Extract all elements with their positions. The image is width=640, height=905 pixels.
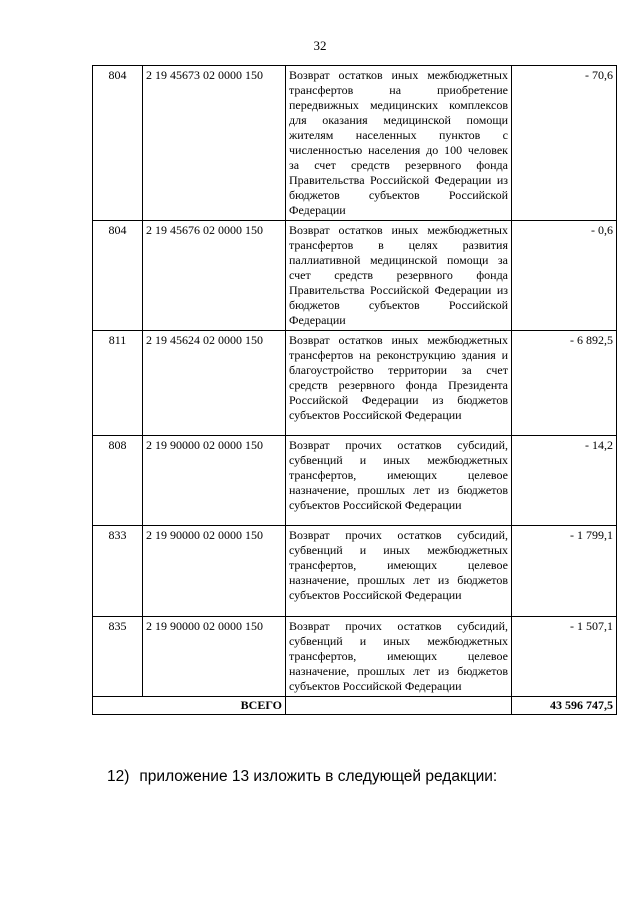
classification-code-cell: 2 19 90000 02 0000 150 <box>143 617 286 697</box>
amount-cell: - 70,6 <box>512 66 617 221</box>
classification-code-cell: 2 19 90000 02 0000 150 <box>143 436 286 526</box>
admin-code-cell: 808 <box>93 436 143 526</box>
description-cell: Возврат прочих остатков субсидий, субвенций и иных межбюджетных трансфертов, имеющих целевое назначение, прошлых лет из бюджетов субъектов Российской Федерации <box>286 526 512 617</box>
amount-cell: - 1 507,1 <box>512 617 617 697</box>
amount-cell: - 6 892,5 <box>512 331 617 436</box>
admin-code-cell: 804 <box>93 66 143 221</box>
admin-code-cell: 804 <box>93 221 143 331</box>
admin-code-cell: 811 <box>93 331 143 436</box>
classification-code-cell: 2 19 90000 02 0000 150 <box>143 526 286 617</box>
total-row <box>93 697 617 715</box>
classification-code-cell: 2 19 45676 02 0000 150 <box>143 221 286 331</box>
revenue-table <box>92 65 617 715</box>
amendment-paragraph <box>107 768 497 786</box>
total-empty-cell <box>286 697 512 715</box>
amount-cell: - 1 799,1 <box>512 526 617 617</box>
table-row <box>93 436 617 526</box>
amendment-text: приложение 13 изложить в следующей редакции: <box>139 768 498 785</box>
total-label: ВСЕГО <box>93 697 286 715</box>
table-row <box>93 526 617 617</box>
total-amount: 43 596 747,5 <box>512 697 617 715</box>
admin-code-cell: 835 <box>93 617 143 697</box>
table-row <box>93 331 617 436</box>
table-row <box>93 221 617 331</box>
page-number: 32 <box>313 38 327 53</box>
table-row <box>93 617 617 697</box>
description-cell: Возврат прочих остатков субсидий, субвенций и иных межбюджетных трансфертов, имеющих целевое назначение, прошлых лет из бюджетов субъектов Российской Федерации <box>286 436 512 526</box>
classification-code-cell: 2 19 45673 02 0000 150 <box>143 66 286 221</box>
amount-cell: - 14,2 <box>512 436 617 526</box>
description-cell: Возврат прочих остатков субсидий, субвенций и иных межбюджетных трансфертов, имеющих целевое назначение, прошлых лет из бюджетов субъектов Российской Федерации <box>286 617 512 697</box>
admin-code-cell: 833 <box>93 526 143 617</box>
description-cell: Возврат остатков иных межбюджетных трансфертов на приобретение передвижных медицинских комплексов для оказания медицинской помощи жителям населенных пунктов с численностью населения до 100 человек за счет средств резервного фонда Правительства Российской Федерации из бюджетов субъектов Российской Федерации <box>286 66 512 221</box>
classification-code-cell: 2 19 45624 02 0000 150 <box>143 331 286 436</box>
description-cell: Возврат остатков иных межбюджетных трансфертов в целях развития паллиативной медицинской помощи за счет средств резервного фонда Правительства Российской Федерации из бюджетов субъектов Российской Федерации <box>286 221 512 331</box>
description-cell: Возврат остатков иных межбюджетных трансфертов на реконструкцию здания и благоустройство территории за счет средств резервного фонда Президента Российской Федерации из бюджетов субъектов Российской Федерации <box>286 331 512 436</box>
amendment-number: 12) <box>107 768 130 785</box>
table-row <box>93 66 617 221</box>
table-body <box>93 66 617 715</box>
amount-cell: - 0,6 <box>512 221 617 331</box>
